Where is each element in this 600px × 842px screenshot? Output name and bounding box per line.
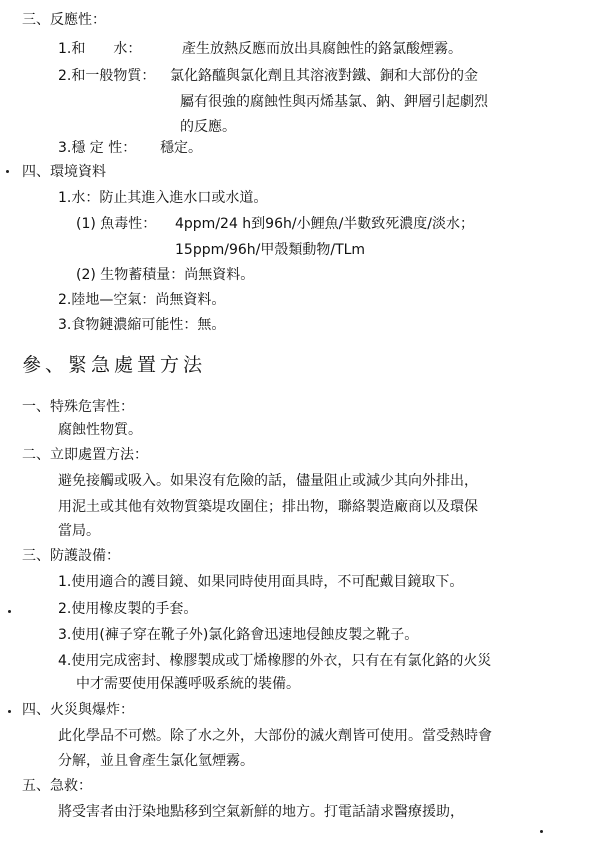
- section-4-heading: 四、環境資料: [22, 164, 106, 180]
- immediate-action-line-1: 避免接觸或吸入。如果沒有危險的話，儘量阻止或減少其向外排出，: [58, 473, 478, 489]
- reactivity-water-text: 產生放熱反應而放出具腐蝕性的鉻氯酸煙霧。: [182, 41, 462, 57]
- bioaccumulation-text: (2) 生物蓄積量：尚無資料。: [76, 267, 255, 283]
- scan-speck: [540, 830, 543, 833]
- part-3-title: 參、緊急處置方法: [22, 354, 207, 376]
- protective-equipment-heading: 三、防護設備：: [22, 548, 120, 564]
- first-aid-text: 將受害者由汙染地點移到空氣新鮮的地方。打電話請求醫療援助，: [58, 804, 464, 820]
- protective-item-3: 3.使用(褲子穿在靴子外)氯化鉻會迅速地侵蝕皮製之靴子。: [58, 627, 419, 643]
- protective-item-4-cont: 中才需要使用保護呼吸系統的裝備。: [76, 676, 300, 692]
- land-air-text: 2.陸地—空氣：尚無資料。: [58, 292, 226, 308]
- first-aid-heading: 五、急救：: [22, 778, 92, 794]
- reactivity-general-cont-1: 屬有很強的腐蝕性與丙烯基氯、鈉、鉀層引起劇烈: [180, 94, 488, 110]
- stability-label: 3.穩 定 性：: [58, 140, 137, 156]
- stability-text: 穩定。: [160, 140, 202, 156]
- fire-explosion-heading: 四、火災與爆炸：: [22, 702, 134, 718]
- scan-speck: [8, 610, 11, 613]
- scan-speck: [6, 170, 9, 173]
- reactivity-water-label: 1.和 水：: [58, 41, 142, 57]
- special-hazard-text: 腐蝕性物質。: [58, 422, 142, 438]
- immediate-action-line-3: 當局。: [58, 523, 100, 539]
- section-3-heading: 三、反應性：: [22, 12, 106, 28]
- reactivity-general-cont-2: 的反應。: [180, 119, 236, 135]
- immediate-action-heading: 二、立即處置方法：: [22, 447, 148, 463]
- fish-toxicity-text: 4ppm/24 h到96h/小鯉魚/半數致死濃度/淡水；: [175, 216, 475, 232]
- fire-explosion-line-2: 分解，並且會產生氯化氫煙霧。: [58, 753, 254, 769]
- reactivity-general-label: 2.和一般物質：: [58, 68, 156, 84]
- scan-speck: [8, 710, 11, 713]
- fire-explosion-line-1: 此化學品不可燃。除了水之外，大部份的滅火劑皆可使用。當受熱時會: [58, 728, 492, 744]
- protective-item-1: 1.使用適合的護目鏡、如果同時使用面具時，不可配戴目鏡取下。: [58, 574, 464, 590]
- fish-toxicity-label: (1) 魚毒性：: [76, 216, 157, 232]
- reactivity-general-text: 氯化鉻醯與氯化劑且其溶液對鐵、銅和大部份的金: [170, 68, 478, 84]
- protective-item-4: 4.使用完成密封、橡膠製成或丁烯橡膠的外衣，只有在有氯化鉻的火災: [58, 653, 492, 669]
- fish-toxicity-cont: 15ppm/96h/甲殼類動物/TLm: [175, 242, 366, 258]
- protective-item-2: 2.使用橡皮製的手套。: [58, 601, 198, 617]
- immediate-action-line-2: 用泥土或其他有效物質築堤攻圍住；排出物，聯絡製造廠商以及環保: [58, 499, 478, 515]
- special-hazard-heading: 一、特殊危害性：: [22, 399, 134, 415]
- food-chain-text: 3.食物鏈濃縮可能性：無。: [58, 317, 226, 333]
- env-water-text: 1.水：防止其進入進水口或水道。: [58, 190, 268, 206]
